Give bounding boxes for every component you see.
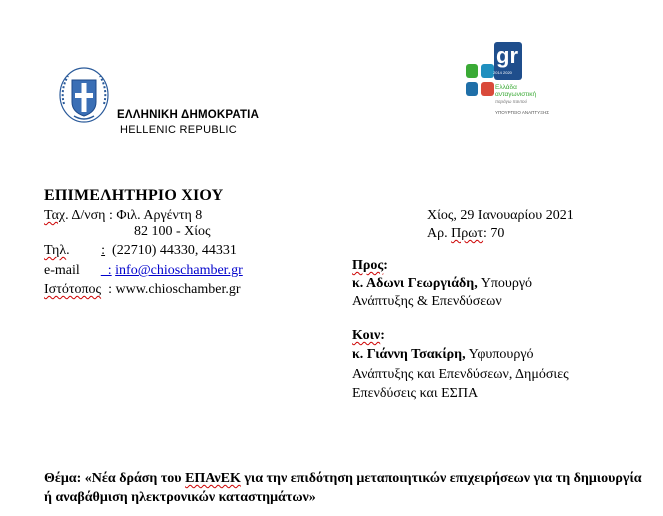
- address-line: [44, 208, 202, 224]
- hellenic-republic-emblem-icon: [56, 64, 112, 126]
- subject: [44, 469, 644, 507]
- address-value: . Δ/νση : Φιλ. Αργέντη 8: [65, 208, 203, 223]
- logo-line-1: Ελλάδα: [495, 84, 517, 91]
- email-link[interactable]: info@chioschamber.gr: [115, 263, 243, 278]
- website-label: Ιστότοπος: [44, 282, 102, 297]
- to-title: Υπουργό: [477, 276, 533, 291]
- phone-label: Τηλ: [44, 243, 67, 258]
- to-label: Προς: [352, 258, 384, 273]
- logo-ministry: ΥΠΟΥΡΓΕΙΟ ΑΝΑΠΤΥΞΗΣ: [495, 110, 550, 115]
- email-separator: :: [100, 263, 112, 278]
- cc-name: κ. Γιάννη Τσακίρη,: [352, 347, 466, 362]
- cc-label-line: [352, 328, 385, 344]
- to-name: κ. Αδωνι Γεωργιάδη,: [352, 276, 478, 291]
- subject-label: Θέμα:: [44, 471, 85, 486]
- to-label-line: [352, 258, 388, 274]
- subject-text-1: «Νέα δράση του: [84, 471, 186, 486]
- logo-line-2: ανταγωνιστική: [495, 91, 537, 98]
- cc-title: Υφυπουργό: [465, 347, 534, 362]
- gr-badge-text: gr: [496, 43, 518, 68]
- to-recipient: [352, 276, 532, 292]
- republic-name-english: HELLENIC REPUBLIC: [120, 124, 237, 136]
- republic-name-greek: ΕΛΛΗΝΙΚΗ ΔΗΜΟΚΡΑΤΙΑ: [117, 109, 260, 121]
- place-date: Χίος, 29 Ιανουαρίου 2021: [427, 208, 574, 223]
- website-line: [44, 282, 241, 298]
- email-label: e-mail: [44, 263, 101, 278]
- address-line-2: 82 100 - Χίος: [134, 224, 211, 239]
- address-label: Ταχ: [44, 208, 66, 223]
- gr-badge: [494, 42, 522, 80]
- email-line: [44, 263, 243, 279]
- gr-years: 2014 2020: [493, 70, 512, 75]
- to-colon: :: [383, 258, 388, 273]
- to-title-2: Ανάπτυξης & Επενδύσεων: [352, 294, 502, 309]
- logo-line-3: παράγω παντού: [495, 99, 528, 104]
- phone-separator: .: [66, 243, 102, 258]
- protocol-word: Πρωτ: [451, 226, 484, 241]
- sender-name: ΕΠΙΜΕΛΗΤΗΡΙΟ ΧΙΟΥ: [44, 187, 224, 204]
- phone-value: (22710) 44330, 44331: [105, 243, 237, 258]
- website-value: : www.chioschamber.gr: [101, 282, 241, 297]
- cc-recipient: [352, 347, 534, 363]
- protocol-label: Αρ.: [427, 226, 452, 241]
- cc-label: Κοιν: [352, 328, 381, 343]
- cc-colon: :: [380, 328, 385, 343]
- subject-program: ΕΠΑνΕΚ: [185, 471, 241, 486]
- greece-competitive-logo-icon: [464, 42, 496, 106]
- phone-colon: :: [101, 243, 106, 258]
- protocol-number: [427, 226, 504, 242]
- cc-title-2: Ανάπτυξης και Επενδύσεων, Δημόσιες: [352, 367, 569, 382]
- subject-text-2: για την επιδότηση μεταποιητικών επιχειρήσεων για τη δημιουργία ή αναβάθμιση ηλεκτρονικών καταστημάτων»: [44, 471, 642, 505]
- protocol-value: : 70: [483, 226, 505, 241]
- phone-line: [44, 243, 237, 259]
- cc-title-3: Επενδύσεις και ΕΣΠΑ: [352, 386, 479, 401]
